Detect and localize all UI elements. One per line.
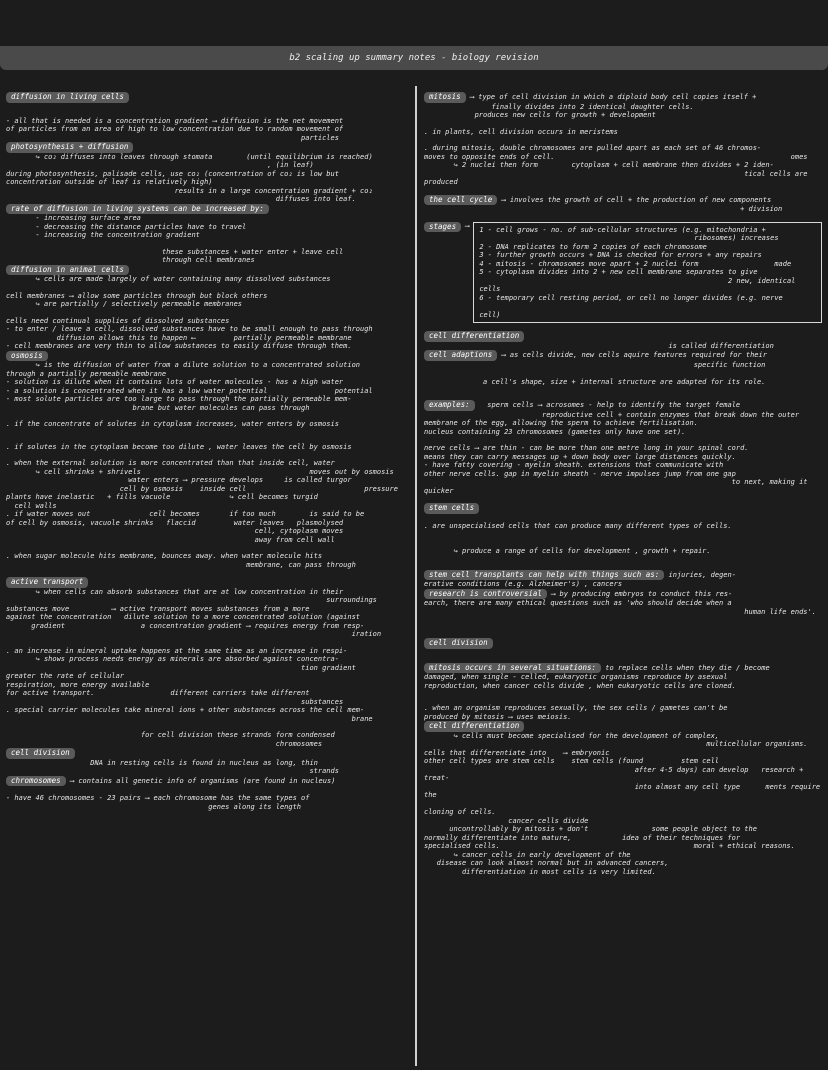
note-mitosis-process: . during mitosis, double chromosomes are pulled apart as each set of 46 chromos- moves to opposite ends of cell. omes ↪ 2 nuclei then form cytoplasm + cell membrane then divides + 2 iden- tical cells are produced [424,144,808,186]
note-mitosis-produces: produces new cells for growth + development [424,111,656,119]
note-substances-membranes: these substances + water enter + leave cell through cell membranes [161,247,344,264]
note-46-chromosomes: - have 46 chromosomes - 23 pairs ⟶ each chromosome has the same types of genes along its length [6,794,310,811]
heading-photosynthesis: photosynthesis + diffusion [6,142,133,153]
note-transplants: injuries, degen- erative conditions (e.g. Alzheimer's) , cancers [424,570,736,588]
heading-cell-differentiation-2: cell differentiation [424,721,524,732]
note-chromosomes: ⟶ contains all genetic info of organisms (are found in nucleus) [65,776,336,785]
heading-stem-cell-transplants: stem cell transplants can help with things such as: [424,570,664,581]
note-solutes-increase: . if the concentrate of solutes in cytoplasm increases, water enters by osmosis [6,420,339,428]
note-sugar-molecule: . when sugar molecule hits membrane, bounces away. when water molecule hits membrane, can pass through [6,552,356,569]
heading-stages: stages [424,222,461,233]
heading-mitosis: mitosis [424,92,466,103]
note-dissolved-substances: cells need continual supplies of dissolved substances - to enter / leave a cell, dissolved substances have to be small enough to pass through diffusion allows this to happen ⟵ partially permeable membrane - cell membranes are very thin to allow substances to easily diffuse through them. [6,316,373,350]
note-mitosis-situations: to replace cells when they die / become damaged, when single - celled, eukaryotic organisms reproduce by asexual reproduction, when cancer cells divide , when eukaryotic cells are cloned. [424,663,770,690]
note-active-transport: ↪ when cells can absorb substances that are at low concentration in their surroundings substances move ⟶ active transport moves substances from a more against the concentration dilute solution to a more concentrated solution (against gradient a concentration gradient ⟶ requires energy from resp- iration [6,587,382,638]
note-cell-adaptions: ⟶ as cells divide, new cells aquire features required for their specific function a cell's shape, size + internal structure are adapted for its role. [483,351,767,386]
note-solutes-dilute: . if solutes in the cytoplasm become too dilute , water leaves the cell by osmosis [6,442,352,451]
heading-active-transport: active transport [6,577,88,588]
column-divider [415,86,417,1066]
heading-diffusion: diffusion in living cells [6,92,129,103]
note-rate-factors: - increasing surface area - decreasing the distance particles have to travel - increasing the concentration gradient [35,214,247,239]
arrow-icon: ⟶ [465,221,470,230]
note-osmosis: ↪ is the diffusion of water from a dilute solution to a concentrated solution through a partially permeable membrane - solution is dilute when it contains lots of water molecules - has a high water - a solution is concentrated when it has a low water potential potential [6,361,373,395]
heading-mitosis-occurs: mitosis occurs in several situations: [424,663,601,674]
note-diffusion-definition: - all that is needed is a concentration gradient ⟶ diffusion is the net movement of particles from an area of high to low concentration due to random movement of particles [6,116,344,142]
stages-box: 1 - cell grows - no. of sub-cellular structures (e.g. mitochondria + ribosomes) increases 2 - DNA replicates to form 2 copies of each chromosome 3 - further growth occurs + DNA is checked for errors + any repairs 4 - mitosis - chromosomes move apart + 2 nuclei form made 5 - cytoplasm divides into 2 + new cell membrane separates to give 2 new, identical cells 6 - temporary cell resting period, or cell no longer divides (e.g. nerve cell) [473,222,822,324]
note-carrier-molecules: . special carrier molecules take mineral ions + other substances across the cell mem- brane [6,706,373,723]
note-stem-cells: . are unspecialised cells that can produce many different types of cells. ↪ produce a range of cells for development , growth + repair. [424,521,732,555]
heading-cell-cycle: the cell cycle [424,195,497,206]
note-photosynthesis: ↪ co₂ diffuses into leaves through stomata (until equilibrium is reached) , (in leaf) during photosynthesis, palisade cells, use co₂ (concentration of co₂ is low but concentration outside of leaf is relatively high) [6,152,373,186]
heading-cell-division-right: cell division [424,638,493,649]
heading-stem-cells: stem cells [424,503,479,514]
page-title: b2 scaling up summary notes - biology revision [0,46,828,70]
note-concentration-result: results in a large concentration gradient + co₂ diffuses into leaf. [174,186,373,203]
note-sexual-reproduction: . when an organism reproduces sexually, the sex cells / gametes can't be produced by mitosis ⟶ uses meiosis. [424,704,728,721]
heading-examples: examples: [424,400,475,411]
heading-cell-differentiation: cell differentiation [424,331,524,342]
note-external-solution: . when the external solution is more concentrated than that inside cell, water ↪ cell shrinks + shrivels moves out by osmosis water enters ⟶ pressure develops is called turgor cell by osmosis inside cell pressure plants have inelastic + fills vacuole ↪ cell becomes turgid cell walls . if water moves out cell becomes if too much is said to be of cell by osmosis, vacuole shrinks flaccid water leaves plasmolysed cell, cytoplasm moves away from cell wall [6,459,398,544]
heading-cell-adaptions: cell adaptions [424,350,497,361]
note-cell-cycle: ⟶ involves the growth of cell + the production of new components + division [501,195,783,213]
note-mineral-uptake: . an increase in mineral uptake happens at the same time as an increase in respi- ↪ shows process needs energy as minerals are absorbed against concentra- tion gradient greater the rate of cellular respiration, more energy available for active transport. different carriers take different substances [6,646,356,706]
heading-osmosis: osmosis [6,351,48,362]
note-condensed-chromosomes: for cell division these strands form condensed chromosomes [140,731,335,748]
note-mitosis-definition: ⟶ type of cell division in which a diploid body cell copies itself + finally divides into 2 identical daughter cells. [469,93,757,111]
note-cell-membranes: cell membranes ⟶ allow some particles through but block others ↪ are partially / selectively permeable membranes [6,291,268,308]
heading-animal-cells: diffusion in animal cells [6,265,129,276]
heading-chromosomes: chromosomes [6,776,66,787]
heading-research: research is controversial [424,589,547,600]
note-meristems: . in plants, cell division occurs in meristems [424,127,618,136]
note-dna-resting: DNA in resting cells is found in nucleus as long, thin strands [90,758,339,775]
heading-cell-division-left: cell division [6,748,75,759]
note-solute-particles: - most solute particles are too large to pass through the partially permeable mem- brane but water molecules can pass through [6,395,352,412]
heading-rate-of-diffusion: rate of diffusion in living systems can be increased by: [6,204,269,215]
note-sperm-cells: sperm cells ⟶ acrosomes - help to identify the target female reproductive cell + contain enzymes that break down the outer membrane of the egg, allowing the sperm to achieve fertilisation. nucleus containing 23 chromosomes (gametes only have one set). [424,401,800,436]
left-column [6,92,410,811]
note-nerve-cells: nerve cells ⟶ are thin - can be more than one metre long in your spinal cord. means they can carry messages up + down body over large distances quickly. - have fatty covering - myelin sheath. extensions that communicate with other nerve cells. gap in myelin sheath - nerve impulses jump from one gap to next, making it quicker [424,444,808,495]
note-research: ⟶ by producing embryos to conduct this res- earch, there are many ethical questions such as 'who should decide when a human life ends'. [424,589,816,616]
right-column [424,92,822,876]
note-differentiation-stem-cancer: ↪ cells must become specialised for the development of complex, multicellular organisms. cells that differentiate into ⟶ embryonic other cell types are stem cells stem cells (found stem cell after 4-5 days) can develop research + treat- into almost any cell type ments require the cloning of cells. cancer cells divide uncontrollably by mitosis + don't some people object to the normally differentiate into mature, idea of their techniques for specialised cells. moral + ethical reasons. ↪ cancer cells in early development of the disease can look almost normal but in advanced cancers, differentiation in most cells is very limited. [424,731,821,876]
note-animal-cells: ↪ cells are made largely of water containing many dissolved substances [6,275,331,283]
note-called-differentiation: is called differentiation [424,341,774,350]
